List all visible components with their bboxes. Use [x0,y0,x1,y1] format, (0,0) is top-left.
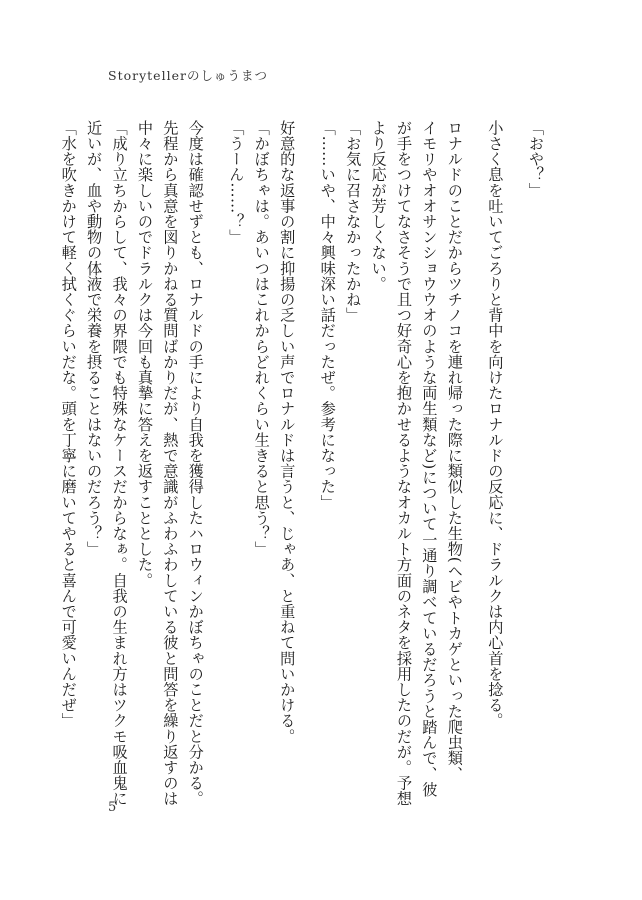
text-line: 今度は確認せずとも、ロナルドの手により自我を獲得したハロウィンかぼちゃのことだと分かる。 [186,120,205,807]
text-line: 中々に楽しいのでドラルクは今回も真摯に答えを返すこととした。 [135,120,154,588]
text-line: 「お気に召さなかったかね」 [344,120,363,323]
text-line: 「成り立ちからして、我々の界隈でも特殊なケースだからなぁ。自我の生まれ方はツクモ吸血鬼に [110,120,129,807]
text-line: 「うーん……？」 [227,120,246,245]
text-line: ロナルドのことだからツチノコを連れ帰った際に類似した生物(ヘビやトカゲといった爬虫類、 [445,120,464,782]
page-number: 5 [108,800,117,815]
text-line: 「かぼちゃは。あいつはこれからどれくらい生きると思う？」 [252,120,271,557]
text-line: 好意的な返事の割に抑揚の乏しい声でロナルドは言うと、じゃあ、と重ねて問いかける。 [278,120,297,744]
text-line: 近いが、血や動物の体液で栄養を摂ることはないのだろう？」 [85,120,104,557]
body-text [55,120,548,807]
text-line: 「水を吹きかけて軽く拭くぐらいだな。頭を丁寧に磨いてやると喜んで可愛いんだぜ」 [59,120,78,729]
text-line: より反応が芳しくない。 [369,120,388,292]
running-title: Storytellerのしゅうまつ [108,68,268,83]
text-line: イモリやオオサンショウウオのような両生類など)について一通り調べているだろうと踏んで、彼 [420,120,439,798]
text-line: 「おや？」 [527,120,545,198]
text-line: 先程から真意を図りかねる質問ばかりだが、熱で意識がふわふわしている彼と問答を繰り返すのは [161,120,180,807]
text-line: 小さく息を吐いてごろりと背中を向けたロナルドの反応に、ドラルクは内心首を捻る。 [486,120,505,729]
text-line: が手をつけてなさそうで且つ好奇心を抱かせるようなオカルト方面のネタを採用したのだが。予想 [395,120,413,807]
text-line: 「……いや、中々興味深い話だったぜ。参考になった」 [318,120,337,510]
